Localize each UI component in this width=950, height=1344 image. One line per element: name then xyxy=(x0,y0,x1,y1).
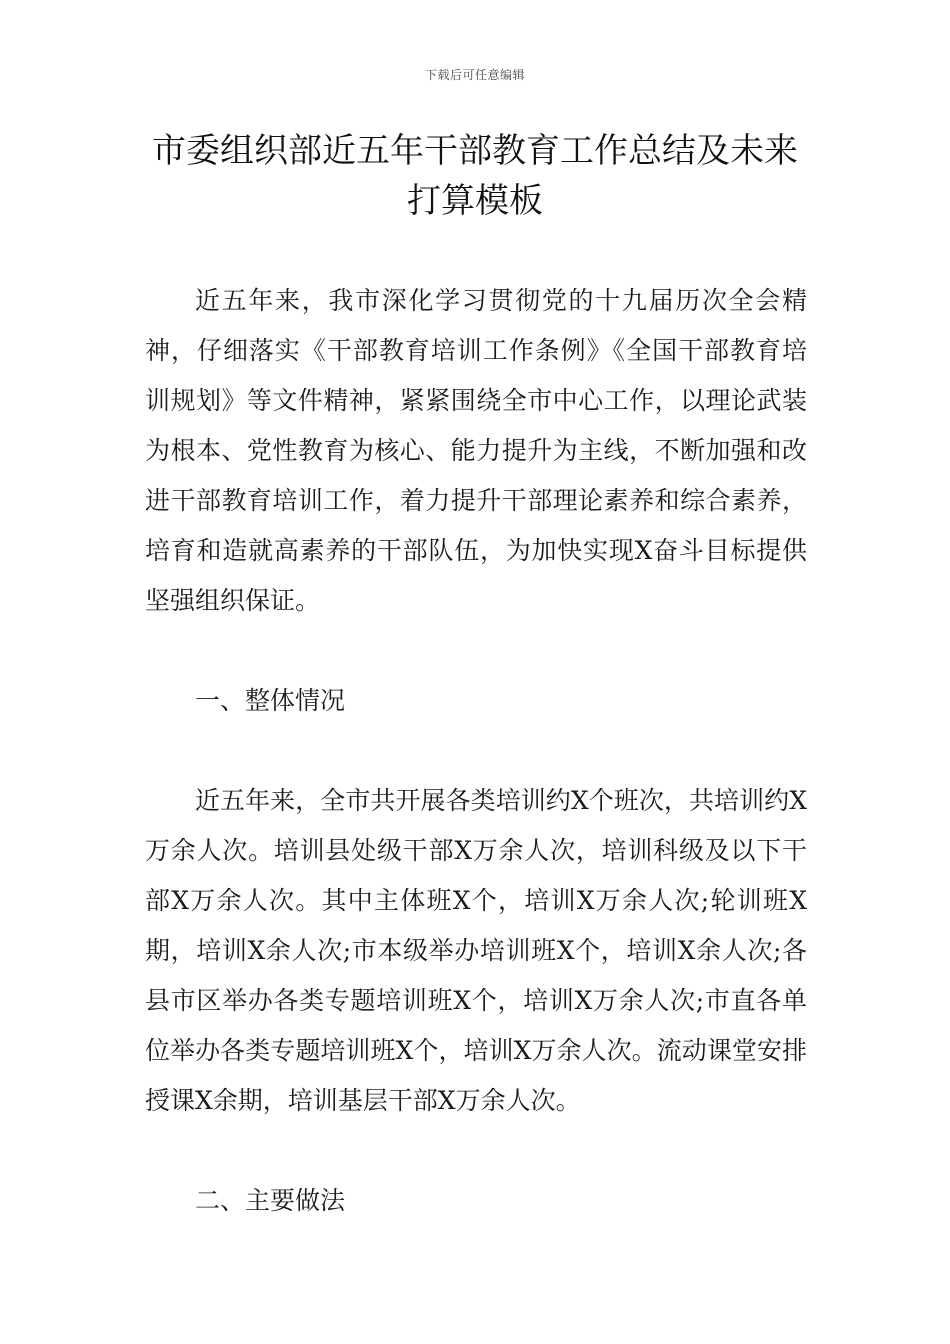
document-body xyxy=(145,276,807,1226)
intro-paragraph: 近五年来，我市深化学习贯彻党的十九届历次全会精神，仔细落实《干部教育培训工作条例》《全国干部教育培训规划》等文件精神，紧紧围绕全市中心工作，以理论武装为根本、党性教育为核心、能力提升为主线，不断加强和改进干部教育培训工作，着力提升干部理论素养和综合素养，培育和造就高素养的干部队伍，为加快实现X奋斗目标提供坚强组织保证。 xyxy=(145,286,807,615)
paragraph-spacer xyxy=(145,1126,807,1176)
section-heading-overview: 一、整体情况 xyxy=(195,686,346,715)
paragraph-spacer xyxy=(145,726,807,776)
overview-paragraph: 近五年来，全市共开展各类培训约X个班次，共培训约X万余人次。培训县处级干部X万余人次，培训科级及以下干部X万余人次。其中主体班X个，培训X万余人次;轮训班X期，培训X余人次;市本级举办培训班X个，培训X余人次;各县市区举办各类专题培训班X个，培训X万余人次;市直各单位举办各类专题培训班X个，培训X万余人次。流动课堂安排授课X余期，培训基层干部X万余人次。 xyxy=(145,786,807,1115)
paragraph-spacer xyxy=(145,626,807,676)
page-header: 下载后可任意编辑 xyxy=(424,68,525,82)
document-title: 市委组织部近五年干部教育工作总结及未来打算模板 xyxy=(152,131,798,221)
section-heading-practices: 二、主要做法 xyxy=(195,1186,346,1215)
